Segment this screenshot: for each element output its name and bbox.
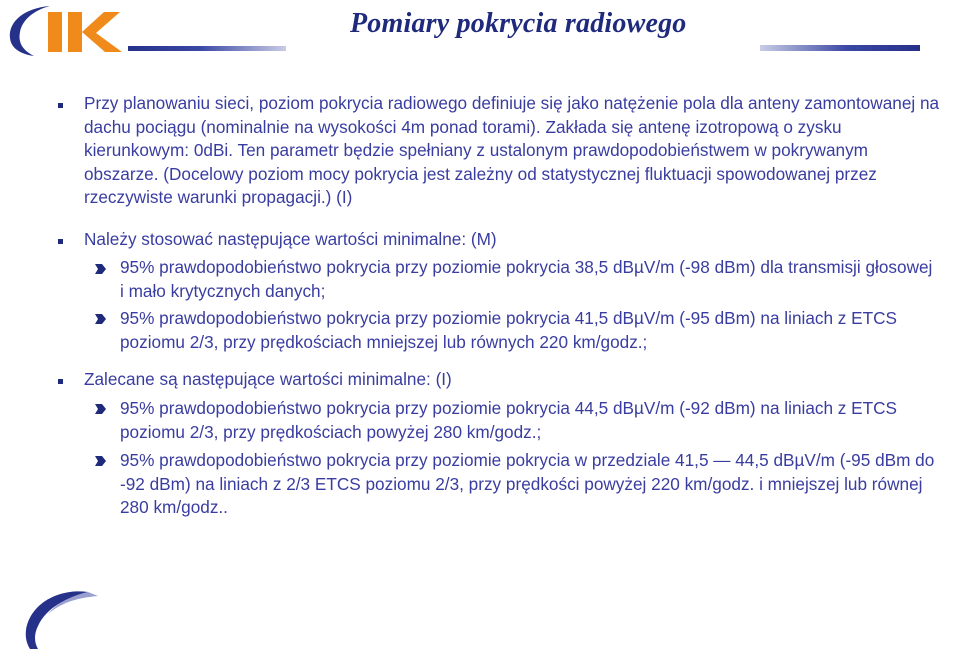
arrow-bullet-icon [95, 403, 107, 415]
bullet-marker [58, 379, 63, 384]
bullet-3-text: Zalecane są następujące wartości minimalne: (I) [84, 369, 452, 389]
arrow-bullet-icon [95, 263, 107, 275]
bullet-2-subitem-1: 95% prawdopodobieństwo pokrycia przy poziomie pokrycia 38,5 dBµV/m (-98 dBm) dla transmisji głosowej i mało krytycznych danych; [120, 257, 933, 301]
bullet-2-text: Należy stosować następujące wartości minimalne: (M) [84, 229, 497, 249]
logo-text: IK [4, 2, 5, 3]
bullet-2-subitem-2: 95% prawdopodobieństwo pokrycia przy poziomie pokrycia 41,5 dBµV/m (-95 dBm) na liniach z ETCS poziomu 2/3, przy prędkościach mniejszej lub równych 220 km/godz.; [120, 308, 898, 352]
logo-letter-k-arms [82, 12, 122, 52]
bullet-1-text: Przy planowaniu sieci, poziom pokrycia radiowego definiuje się jako natężenie pola dla anteny zamontowanej na dachu pociągu (nominalnie na wysokości 4m ponad torami). Zakłada się antenę izotropową o zysku kierunkowym: 0dBi. Ten parametr będzie spełniany z ustalonym prawdopodobieństwem w pokrywanym obszarze. (Docelowy poziom mocy pokrycia jest zależny od statystycznej fluktuacji spowodowanej przez rzeczywiste warunki propagacji.) (I) [84, 93, 940, 208]
header-rule-right [760, 45, 920, 51]
page-title: Pomiary pokrycia radiowego [350, 8, 687, 39]
logo-letter-i [48, 12, 62, 52]
bullet-3-subitem-2: 95% prawdopodobieństwo pokrycia przy poziomie pokrycia w przedziale 41,5 — 44,5 dBµV/m (-95 dBm do -92 dBm) na liniach z 2/3 ETCS poziomu 2/3, przy prędkości powyżej 220 km/godz. i mniejszej lub równej 280 km/godz.. [120, 450, 935, 518]
logo-letter-k-stem [68, 12, 82, 52]
header-rule-left [128, 46, 286, 51]
bullet-3-subitem-1: 95% prawdopodobieństwo pokrycia przy poziomie pokrycia 44,5 dBµV/m (-92 dBm) na liniach z ETCS poziomu 2/3, przy prędkościach powyżej 280 km/godz.; [120, 398, 898, 442]
arrow-bullet-icon [95, 313, 107, 325]
arrow-bullet-icon [95, 455, 107, 467]
logo-swoosh [10, 6, 50, 56]
bullet-marker [58, 239, 63, 244]
ik-logo [4, 2, 136, 60]
bullet-marker [58, 103, 63, 108]
decorative-arc [18, 586, 108, 649]
